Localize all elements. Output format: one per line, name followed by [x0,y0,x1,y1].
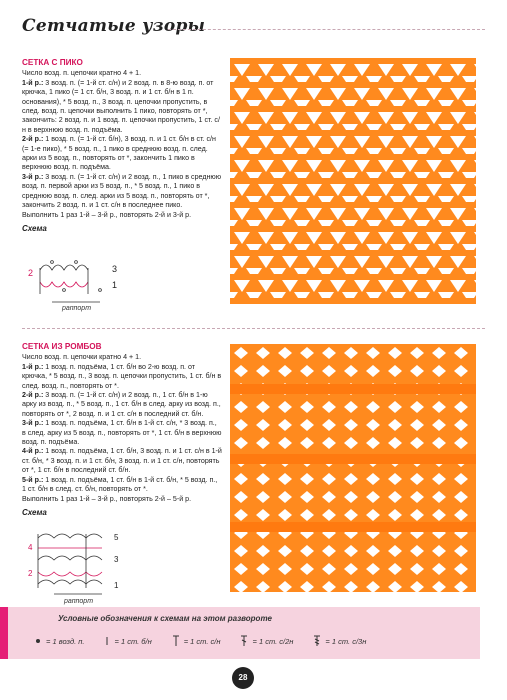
legend-item [34,634,84,648]
legend-accent-strip [0,607,8,659]
row-instruction-2 [22,391,222,419]
row-text: 1 возд. п. подъёма, 1 ст. б/н в 1-й ст. с/н, * 3 возд. п., в след. арку из 5 возд. п., повторять от *, 1 ст. б/н в верхнюю возд. п. подъёма. [22,419,222,447]
half-double-icon [172,634,180,648]
single-crochet-icon [104,635,110,647]
rapport-label: раппорт [62,305,92,312]
section-divider [22,328,485,329]
row-instruction-3 [22,419,222,447]
row-label: 2-й р.: [22,135,44,144]
row-text: 1 возд. п. подъёма, 1 ст. б/н во 2-ю возд. п. от крючка, * 5 возд. п., 3 возд. п. цепочки пропустить, 1 ст. б/н в след. возд. п., повторять от *. [22,362,222,390]
section-title: СЕТКА С ПИКО [22,58,83,67]
schema-stitches [38,534,102,588]
legend-label: = 1 ст. с/2н [252,636,294,646]
repeat-text: Выполнить 1 раз 1-й – 3-й р., повторять 2-й и 3-й р. [22,210,192,219]
rapport-label: раппорт [64,598,94,605]
schema-label: Схема [22,223,47,233]
row-number: 5 [114,533,119,542]
section-rhombus-mesh [22,342,222,517]
row-text: 1 возд. п. подъёма, 1 ст. б/н, 3 возд. п. и 1 ст. с/н в 1-й ст. б/н, * 3 возд. п. и 1 ст. б/н, 3 возд. п. и 1 ст. с/н, повторять от *, 1 ст. б/н в последний ст. б/н. [22,447,222,475]
photo-picot-mesh [230,58,476,304]
section-title: СЕТКА ИЗ РОМБОВ [22,342,102,351]
schema-diagram-picot [26,250,136,312]
chain-dot-icon [34,636,42,646]
row-number: 1 [112,280,118,290]
row-instruction-1 [22,79,222,135]
row-text: 3 возд. п. (= 1-й ст. с/н) и 2 возд. п. в 8-ю возд. п. от крючка, 1 пико (= 1 ст. б/н, 3 возд. п. и 1 ст. б/н в 1 п. основания), * 5 возд. п., 3 возд. п. цепочки пропустить, в след. возд. п. цепочки выполнить 1 пико, повторять от *, закончить: 2 возд. п. и 1 возд. п. цепочки пропустить, 1 ст. с/н в верхнюю возд. п. подъёма. [22,78,220,134]
row-number: 1 [114,581,119,590]
section-picot-mesh [22,58,222,233]
row-text: 1 возд. п. подъёма, 1 ст. б/н в 1-й ст. б/н, * 5 возд. п., 1 ст. б/н в след. ст. б/н, повторять от *. [22,475,218,494]
row-instruction-3 [22,173,222,211]
row-label: 3-й р.: [22,419,44,428]
row-number: 4 [28,543,33,552]
legend-item [172,634,221,648]
row-number: 3 [112,264,118,274]
title-rule [168,29,485,30]
row-label: 2-й р.: [22,391,44,400]
row-label: 1-й р.: [22,362,44,371]
row-label: 5-й р.: [22,475,44,484]
schema-label: Схема [22,507,47,517]
legend-title: Условные обозначения к схемам на этом развороте [58,614,272,623]
legend-item [240,634,293,648]
intro-text: Число возд. п. цепочки кратно 4 + 1. [22,69,142,78]
page-number: 28 [232,667,254,689]
treble-crochet-icon [313,634,321,648]
legend-label: = 1 ст. с/н [183,636,221,646]
row-text: 1 возд. п. (= 1-й ст. б/н), 3 возд. п. и 1 ст. б/н в ст. с/н (= 1-е пико), * 5 возд. п., 1 пико в среднюю возд. п. след. арки из 5 возд. п., повторять от *, закончить 1 пико в верхнюю возд. п. подъёма. [22,135,216,172]
row-instruction-4 [22,447,222,475]
legend-label: = 1 ст. б/н [114,636,152,646]
schema-stitches [40,261,101,294]
schema-diagram-rhombus [26,528,136,606]
row-number: 3 [114,555,119,564]
legend-item [104,634,151,648]
row-text: 3 возд. п. (= 1-й ст. с/н) и 2 возд. п., 1 ст. б/н в 1-ю арку из возд. п., * 5 возд. п., 1 ст. б/н в след. арку из возд. п., повторять от *, 2 возд. п. и 1 ст. с/н в последний ст. б/н. [22,391,221,418]
legend-label: = 1 ст. с/3н [325,636,367,646]
row-label: 4-й р.: [22,447,44,456]
row-instruction-1 [22,363,222,391]
double-crochet-icon [240,634,248,648]
intro-text: Число возд. п. цепочки кратно 4 + 1. [22,353,142,362]
row-instruction-2 [22,135,222,173]
row-number: 2 [28,569,33,578]
row-instruction-5 [22,476,222,495]
row-label: 1-й р.: [22,78,44,87]
photo-rhombus-mesh [230,344,476,592]
row-number: 2 [28,268,34,278]
row-label: 3-й р.: [22,172,44,181]
legend-item [313,634,366,648]
page-title: Сетчатые узоры [22,16,206,36]
row-text: 3 возд. п. (= 1-й ст. с/н) и 2 возд. п., 1 пико в среднюю возд. п. первой арки из 5 возд. п., * 5 возд. п., 1 пико в среднюю возд. п. след. арки из 5 возд. п., повторять от *, закончить 2 возд. п. и 1 ст. с/н в последнее пико. [22,172,222,210]
legend-label: = 1 возд. п. [46,636,85,646]
repeat-text: Выполнить 1 раз 1-й – 3-й р., повторять 2-й – 5-й р. [22,494,192,503]
legend-items [34,634,474,648]
